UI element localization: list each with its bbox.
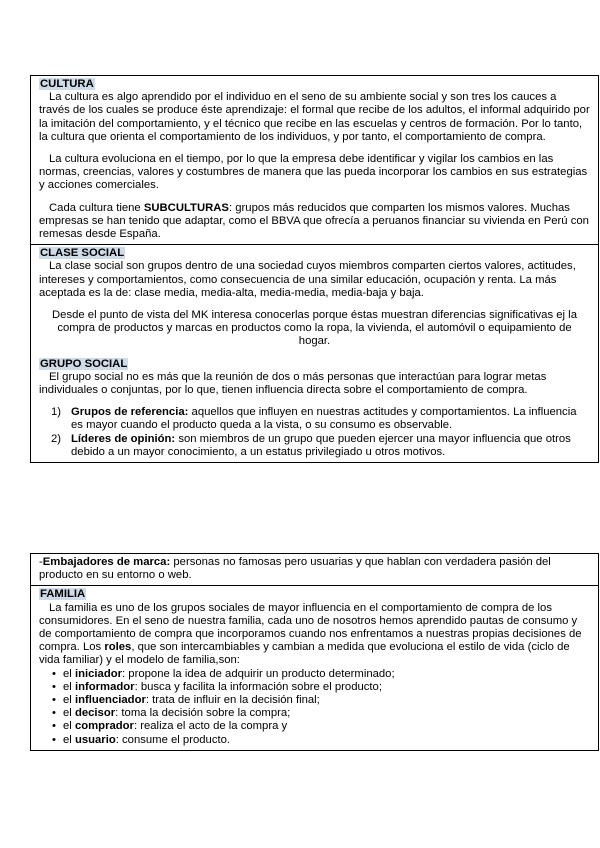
list-item: • el usuario: consume el producto. [52,733,231,746]
paragraph-centered: Desde el punto de vista del MK interesa conocerlas porque éstas muestran diferencias significativas ej la compra de productos y marcas en productos como la ropa, la vivienda, el automóvil o equipamiento de hogar. [52,309,577,348]
paragraph: La cultura evoluciona en el tiempo, por lo que la empresa debe identificar y vigilar los cambios en las normas, creencias, valores y costumbres de manera que las pueda incorporar los cambios en sus estrategias y acciones comerciales. [39,153,588,192]
section-clase-social [31,244,598,462]
list-item: • el informador: busca y facilita la información sobre el producto; [52,680,382,693]
heading-grupo-social: GRUPO SOCIAL [40,357,128,370]
section-cultura [31,76,598,244]
heading-cultura: CULTURA [40,78,94,90]
list-item: 2) Líderes de opinión: son miembros de un grupo que pueden ejercer una mayor influencia que otros debido a un mayor conocimiento, a un estatus privilegiado u otros motivos. [51,432,571,458]
section-embajadores [31,554,598,585]
heading-clase-social: CLASE SOCIAL [40,247,125,260]
list-item: • el influenciador: trata de influir en la decisión final; [52,694,320,707]
list-item: • el decisor: toma la decisión sobre la compra; [52,707,291,720]
heading-familia: FAMILIA [40,588,86,601]
list-item: • el iniciador: propone la idea de adquirir un producto determinado; [52,667,395,680]
list-item: • el comprador: realiza el acto de la compra y [52,720,288,733]
roles-list [39,668,590,747]
term-subculturas: SUBCULTURAS [143,201,229,214]
paragraph: La cultura es algo aprendido por el individuo en el seno de su ambiente social y son tres los cauces a través de los cuales se produce éste aprendizaje: el formal que recibe de los adultos, el informal adquirido por la imitación del comportamiento, y el técnico que recibe en las escuelas y centros de formación. Por lo tanto, la cultura que orienta el comportamiento de los individuos, y por tanto, el comportamiento de compra. [39,91,590,143]
content-box-top [30,75,599,463]
paragraph-embajadores: -Embajadores de marca: personas no famosas pero usuarias y que hablan con verdadera pasión del producto en su entorno o web. [39,556,551,582]
paragraph: La clase social son grupos dentro de una sociedad cuyos miembros comparten ciertos valores, actitudes, intereses y comportamientos, como consecuencia de una similar educación, ocupación y renta. La más aceptada es la de: clase media, media-alta, media-media, media-baja y baja. [39,260,576,299]
section-familia [31,585,598,749]
paragraph-familia: La familia es uno de los grupos sociales de mayor influencia en el comportamiento de compra de los consumidores. En el seno de nuestra familia, cada uno de nosotros hemos aprendido pautas de consumo y de comportamiento de compra que incorporamos cuando nos enfrentamos a nuestras propias decisiones de compra. Los roles, que son intercambiables y cambian a medida que evoluciona el estilo de vida (ciclo de vida familiar) y el modelo de familia,son: [39,601,582,667]
grupo-list [39,406,590,459]
content-box-bottom [30,553,599,751]
paragraph: El grupo social no es más que la reunión de dos o más personas que interactúan para lograr metas individuales o conjuntas, por lo que, tienen influencia directa sobre el comportamiento de compra. [39,370,547,397]
paragraph-subculturas: Cada cultura tiene SUBCULTURAS: grupos más reducidos que comparten los mismos valores. Muchas empresas se han tenido que adaptar, como el BBVA que ofrecía a peruanos financiar su vivienda en Perú con remesas desde España. [39,201,589,241]
list-item: 1) Grupos de referencia: aquellos que influyen en nuestras actitudes y comportamientos. La influencia es mayor cuando el producto queda a la vista, o su consumo es observable. [51,406,577,432]
